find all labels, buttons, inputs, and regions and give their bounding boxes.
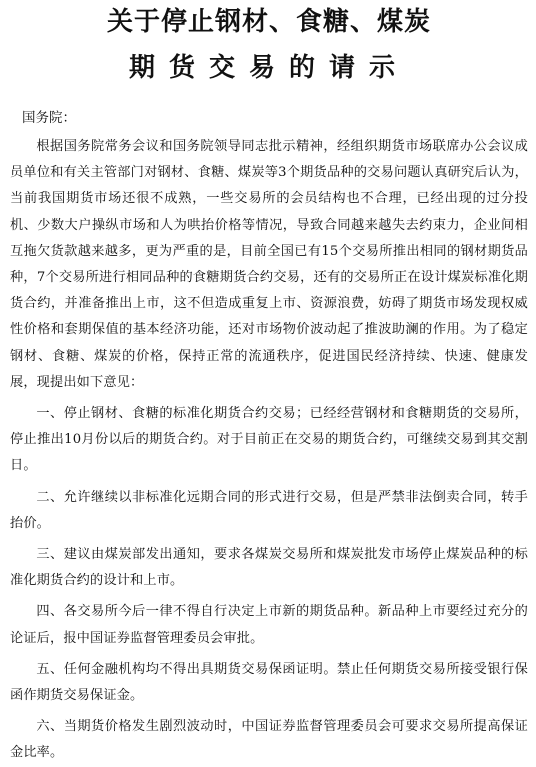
document-title-line-2: 期货交易的请示 — [128, 53, 409, 83]
salutation: 国务院： — [22, 110, 76, 126]
body-paragraph-item-6: 六、当期货价格发生剧烈波动时，中国证券监督管理委员会可要求交易所提高保证金比率。 — [10, 719, 528, 761]
document-title-line-1: 关于停止钢材、食糖、煤炭 — [106, 7, 431, 37]
body-paragraph-item-5: 五、任何金融机构均不得出具期货交易保函证明。禁止任何期货交易所接受银行保函作期货交易保证金。 — [10, 661, 528, 704]
body-paragraph-item-4: 四、各交易所今后一律不得自行决定上市新的期货品种。新品种上市要经过充分的论证后，报中国证券监督管理委员会审批。 — [10, 604, 528, 646]
body-paragraph-item-2: 二、允许继续以非标准化远期合同的形式进行交易，但是严禁非法倒卖合同，转手抬价。 — [10, 489, 528, 531]
body-paragraph-item-1: 一、停止钢材、食糖的标准化期货合约交易；已经经营钢材和食糖期货的交易所，停止推出10月份以后的期货合约。对于目前正在交易的期货合约，可继续交易到其交割日。 — [10, 406, 528, 474]
body-paragraph-intro: 根据国务院常务会议和国务院领导同志批示精神，经组织期货市场联席办公会议成员单位和有关主管部门对钢材、食糖、煤炭等3个期货品种的交易问题认真研究后认为，当前我国期货市场还很不成熟，一些交易所的会员结构也不合理，已经出现的过分投机、少数大户操纵市场和人为哄抬价格等情况，导致合同越来越失去约束力，企业间相互拖欠货款越来越多，更为严重的是，目前全国已有15个交易所推出相同的钢材期货品种，7个交易所进行相同品种的食糖期货合约交易，还有的交易所正在设计煤炭标准化期货合约，并准备推出上市，这不但造成重复上市、资源浪费，妨碍了期货市场发现权威性价格和套期保值的基本经济功能，还对市场物价波动起了推波助澜的作用。为了稳定钢材、食糖、煤炭的价格，保持正常的流通秩序，促进国民经济持续、快速、健康发展，现提出如下意见： — [10, 139, 528, 390]
body-paragraph-item-3: 三、建议由煤炭部发出通知，要求各煤炭交易所和煤炭批发市场停止煤炭品种的标准化期货合约的设计和上市。 — [10, 547, 528, 589]
